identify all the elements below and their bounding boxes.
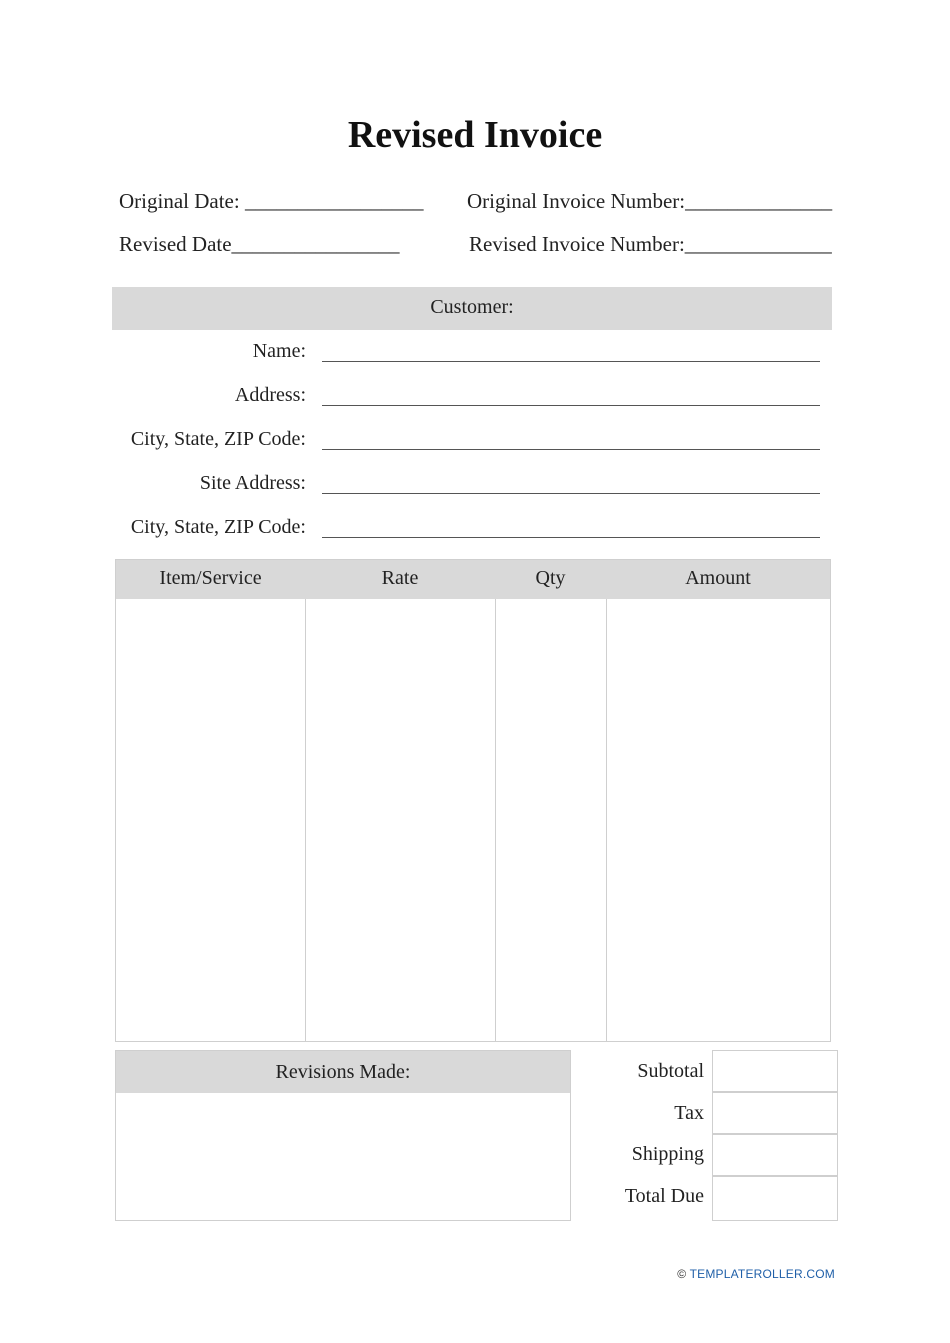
tax-label: Tax xyxy=(674,1102,704,1124)
customer-name-line[interactable] xyxy=(322,361,820,362)
tax-box[interactable] xyxy=(712,1092,838,1134)
page-title: Revised Invoice xyxy=(347,114,603,156)
column-divider xyxy=(495,599,496,1041)
column-header-rate: Rate xyxy=(381,567,419,589)
revisions-box[interactable] xyxy=(115,1050,571,1221)
original-date-field[interactable]: Original Date: _________________ xyxy=(119,189,424,213)
total-due-box[interactable] xyxy=(712,1176,838,1221)
customer-city-state-zip-line[interactable] xyxy=(322,449,820,450)
customer-heading: Customer: xyxy=(112,287,832,330)
site-address-label: Site Address: xyxy=(199,472,306,494)
templateroller-link[interactable]: TEMPLATEROLLER.COM xyxy=(689,1267,835,1281)
site-city-state-zip-line[interactable] xyxy=(322,537,820,538)
footer-credit xyxy=(660,1267,835,1281)
column-divider xyxy=(606,599,607,1041)
total-due-label: Total Due xyxy=(624,1185,704,1207)
site-address-line[interactable] xyxy=(322,493,820,494)
items-table-header xyxy=(116,560,830,599)
column-header-amount: Amount xyxy=(685,567,751,589)
customer-address-label: Address: xyxy=(234,384,306,406)
subtotal-box[interactable] xyxy=(712,1050,838,1092)
column-header-qty: Qty xyxy=(535,567,566,589)
revised-date-field[interactable]: Revised Date________________ xyxy=(119,232,400,256)
column-header-item-service: Item/Service xyxy=(159,567,262,589)
revisions-heading: Revisions Made: xyxy=(116,1051,570,1093)
copyright-symbol: © xyxy=(677,1267,687,1281)
column-divider xyxy=(305,599,306,1041)
shipping-label: Shipping xyxy=(631,1143,704,1165)
revised-invoice-number-field[interactable]: Revised Invoice Number:______________ xyxy=(469,232,832,256)
shipping-box[interactable] xyxy=(712,1134,838,1176)
items-table xyxy=(115,559,831,1042)
original-invoice-number-field[interactable]: Original Invoice Number:______________ xyxy=(467,189,833,213)
customer-address-line[interactable] xyxy=(322,405,820,406)
site-city-state-zip-label: City, State, ZIP Code: xyxy=(130,516,306,538)
customer-city-state-zip-label: City, State, ZIP Code: xyxy=(130,428,306,450)
subtotal-label: Subtotal xyxy=(637,1060,704,1082)
customer-name-label: Name: xyxy=(252,340,306,362)
